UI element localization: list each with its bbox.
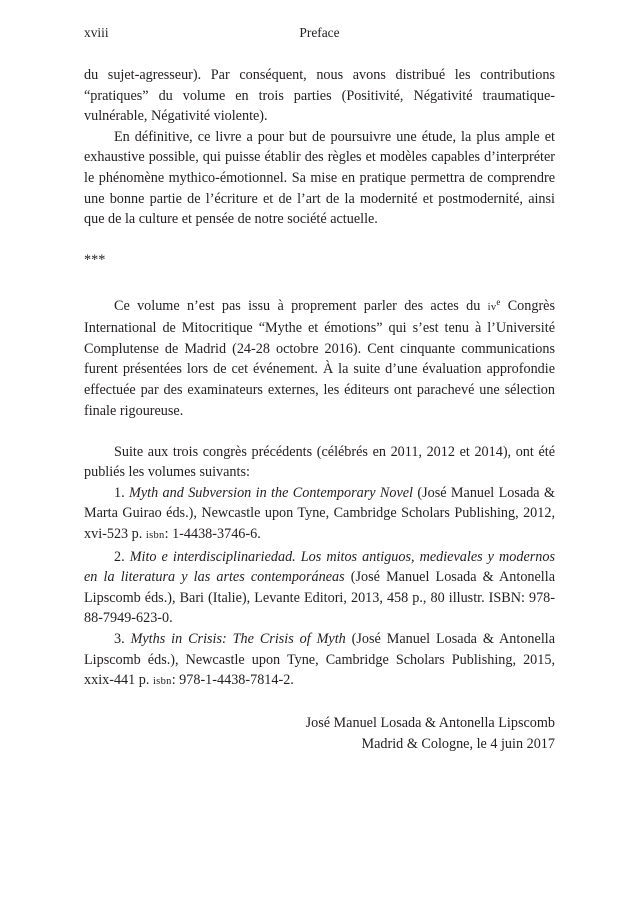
- spacer: [84, 230, 555, 251]
- reference-item: [84, 547, 555, 629]
- paragraph-2: En définitive, ce livre a pour but de poursuivre une étude, la plus ample et exhaustive possible, qui puisse établir des règles et modèles capables d’interpréter le phénomène mythico-émotionnel. Sa mise en pratique permettra de comprendre une bonne partie de l’écriture et de l’art de la modernité et postmodernité, ainsi que de la culture et pensée de notre société actuelle.: [84, 128, 555, 228]
- signature-authors: José Manuel Losada & Antonella Lipscomb: [305, 715, 555, 732]
- spacer: [84, 421, 555, 442]
- page-number: xviii: [84, 25, 109, 40]
- section-separator: ***: [84, 252, 106, 269]
- paragraph-1: du sujet-agresseur). Par conséquent, nous avons distribué les contributions “pratiques” du volume en trois parties (Positivité, Négativité traumatique-vulnérable, Négativité violente).: [84, 67, 555, 125]
- reference-item: [84, 483, 555, 547]
- paragraph-3-end: Congrès International de Mitocritique “Mythe et émotions” qui s’est tenu à l’Université Complutense de Madrid (24-28 octobre 2016). Cent cinquante communications furent présentées lors de cet événement. À la suite d’une évaluation approfondie effectuée par des examinateurs externes, les éditeurs ont parachevé une sélection finale rigoureuse.: [84, 297, 555, 419]
- spacer: [84, 693, 555, 714]
- reference-title: Myths in Crisis: The Crisis of Myth: [130, 631, 346, 648]
- isbn-label: isbn: [145, 530, 165, 542]
- paragraph-3-start: Ce volume n’est pas issu à proprement parler des actes du: [114, 297, 488, 314]
- reference-number: 1.: [114, 484, 130, 501]
- reference-number: 2.: [114, 548, 130, 565]
- isbn-label: isbn: [152, 676, 172, 688]
- book-page: [84, 0, 555, 755]
- paragraph-3: [84, 292, 555, 422]
- reference-details: (José Manuel Losada & Antonella Lipscomb éds.), Bari (Italie), Levante Editori, 2013, 458 p., 80 illustr. ISBN: 978-88-7949-623-0.: [84, 569, 555, 627]
- ordinal-superscript: e: [496, 296, 501, 307]
- running-head: [84, 25, 555, 47]
- running-title: Preface: [299, 25, 340, 40]
- reference-number: 3.: [114, 631, 131, 648]
- reference-isbn: : 1-4438-3746-6.: [164, 526, 261, 543]
- reference-details: (José Manuel Losada & Marta Guirao éds.), Newcastle upon Tyne, Cambridge Scholars Publishing, 2012, xvi-523 p.: [84, 484, 556, 543]
- reference-title: Mito e interdisciplinariedad. Los mitos antiguos, medievales y modernos en la literatura y las artes contemporáneas: [84, 548, 555, 586]
- signature-place-date: Madrid & Cologne, le 4 juin 2017: [361, 736, 555, 752]
- body-text: [84, 65, 555, 755]
- signature-block: [84, 713, 555, 754]
- spacer: [84, 271, 555, 292]
- reference-details: (José Manuel Losada & Antonella Lipscomb éds.), Newcastle upon Tyne, Cambridge Scholars Publishing, 2015, xxix-441 p.: [84, 631, 555, 689]
- reference-title: Myth and Subversion in the Contemporary Novel: [129, 484, 413, 501]
- reference-isbn: : 978-1-4438-7814-2.: [171, 672, 294, 689]
- paragraph-4: Suite aux trois congrès précédents (célébrés en 2011, 2012 et 2014), ont été publiés les volumes suivants:: [84, 443, 555, 481]
- reference-item: [84, 629, 555, 693]
- congress-ordinal: iv: [487, 301, 497, 313]
